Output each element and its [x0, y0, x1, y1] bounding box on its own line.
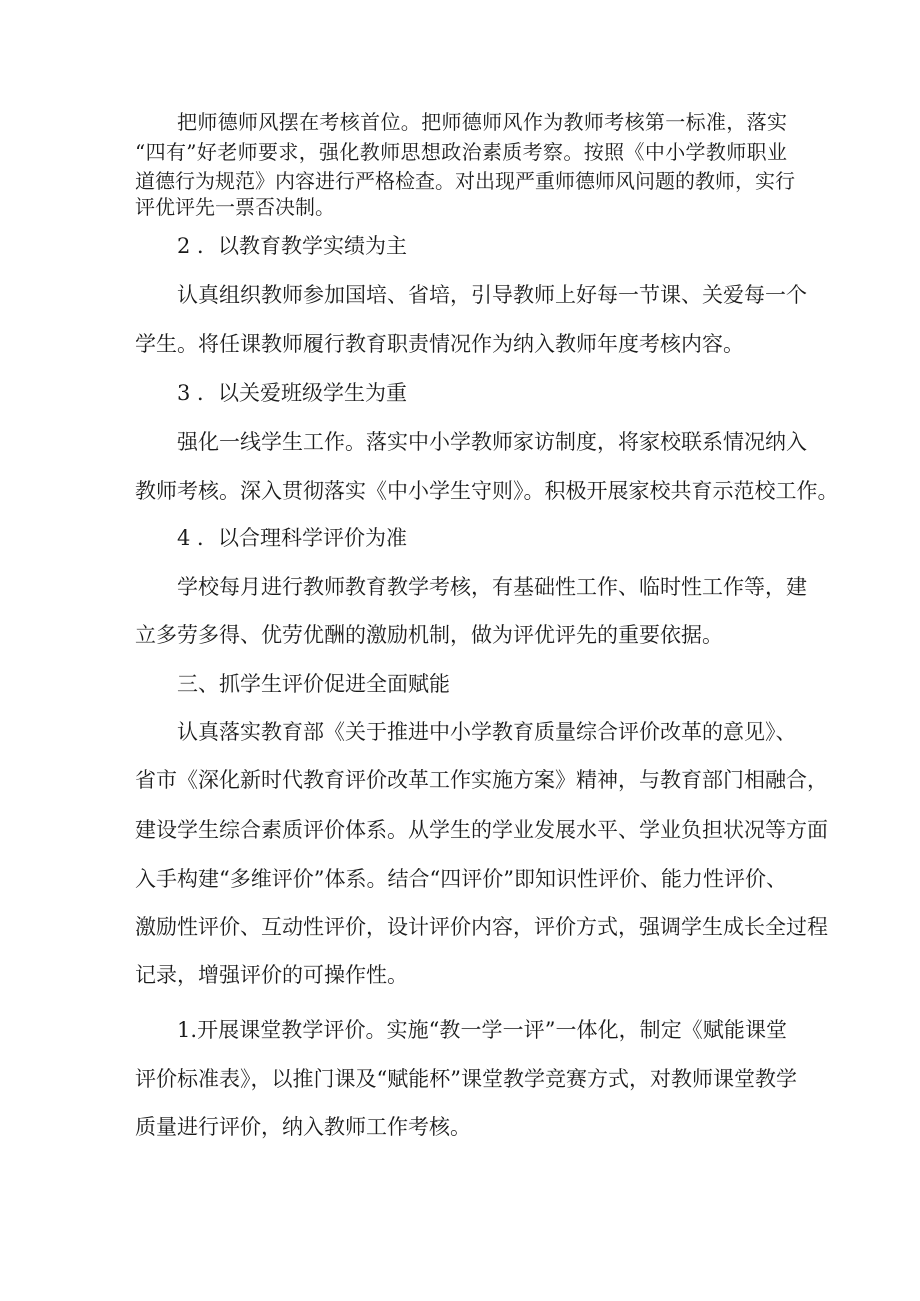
text-line: 激励性评价、互动性评价，设计评价内容，评价方式，强调学生成长全过程 [135, 915, 828, 939]
text-line: 认真落实教育部《关于推进中小学教育质量综合评价改革的意见》、 [177, 720, 797, 744]
section-heading-student-evaluation: 三、抓学生评价促进全面赋能 [177, 672, 450, 696]
text-line: 学校每月进行教师教育教学考核，有基础性工作、临时性工作等，建 [177, 575, 807, 599]
text-line: 道德行为规范》内容进行严格检查。对出现严重师德师风问题的教师，实行 [135, 169, 795, 193]
text-line: 学生。将任课教师履行教育职责情况作为纳入教师年度考核内容。 [135, 332, 744, 356]
text-line: 评价标准表》，以推门课及“赋能杯”课堂教学竞赛方式，对教师课堂教学 [135, 1067, 797, 1091]
text-line: 入手构建“多维评价”体系。结合“四评价”即知识性评价、能力性评价、 [135, 867, 787, 891]
text-line: 1.开展课堂教学评价。实施“教一学一评”一体化，制定《赋能课堂 [177, 1018, 787, 1042]
text-line: 把师德师风摆在考核首位。把师德师风作为教师考核第一标准，落实 [177, 110, 787, 134]
text-line: 教师考核。深入贯彻落实《中小学生守则》。积极开展家校共育示范校工作。 [135, 479, 839, 503]
text-line: 记录，增强评价的可操作性。 [135, 963, 408, 987]
text-line: 质量进行评价，纳入教师工作考核。 [135, 1115, 471, 1139]
text-line: 立多劳多得、优劳优酬的激励机制，做为评优评先的重要依据。 [135, 623, 723, 647]
heading-caring-students: 3 ．以关爱班级学生为重 [177, 381, 408, 405]
heading-teaching-performance: 2 ．以教育教学实绩为主 [177, 234, 408, 258]
text-line: 认真组织教师参加国培、省培，引导教师上好每一节课、关爱每一个 [177, 283, 807, 307]
text-line: 省市《深化新时代教育评价改革工作实施方案》精神，与教育部门相融合， [135, 768, 828, 792]
heading-scientific-evaluation: 4 ．以合理科学评价为准 [177, 526, 408, 550]
text-line: “四有”好老师要求，强化教师思想政治素质考察。按照《中小学教师职业 [135, 140, 787, 164]
text-line: 强化一线学生工作。落实中小学教师家访制度，将家校联系情况纳入 [177, 430, 807, 454]
text-line: 评优评先一票否决制。 [135, 195, 335, 219]
text-line: 建设学生综合素质评价体系。从学生的学业发展水平、学业负担状况等方面 [135, 818, 828, 842]
